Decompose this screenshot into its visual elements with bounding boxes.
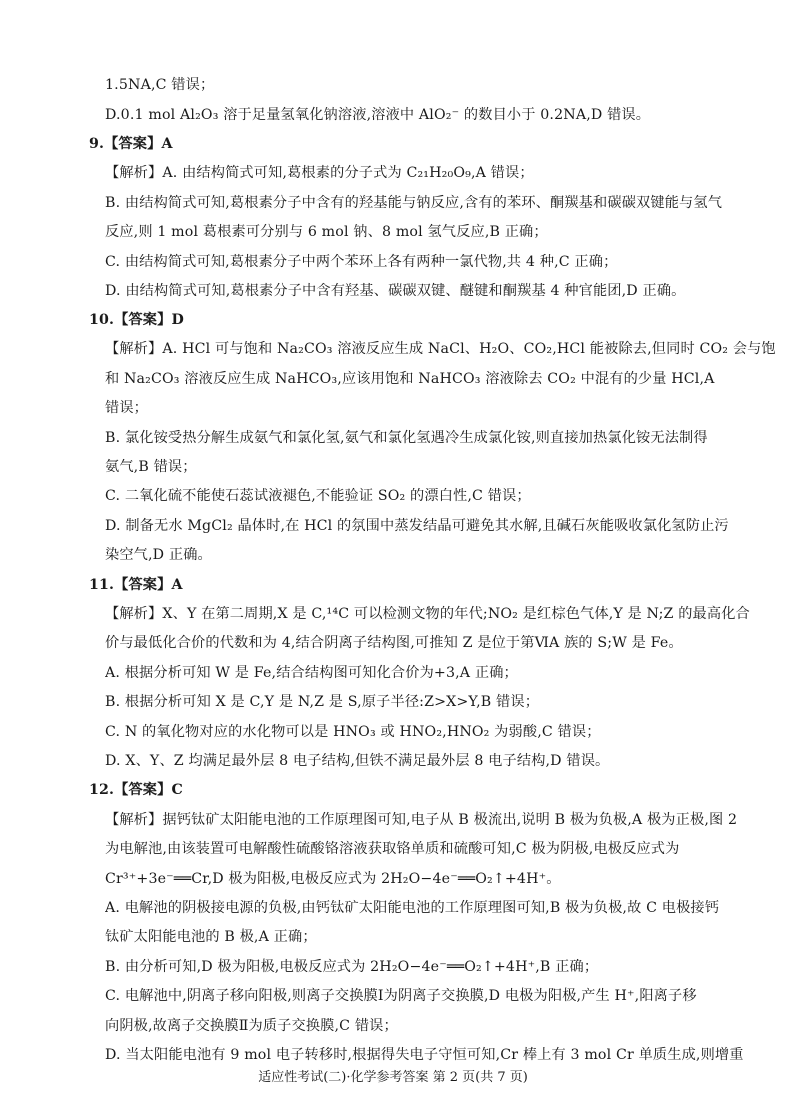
text-line: 【解析】A. HCl 可与饱和 Na₂CO₃ 溶液反应生成 NaCl、H₂O、CO₂,HCl 能被除去,但同时 CO₂ 会与饱 — [105, 341, 776, 357]
text-line: 钛矿太阳能电池的 B 极,A 正确； — [105, 929, 317, 945]
text-line: D. 由结构简式可知,葛根素分子中含有羟基、碳碳双键、醚键和酮羰基 4 种官能团,D 正确。 — [105, 283, 686, 299]
question-answer-heading: 10.【答案】D — [89, 312, 184, 328]
text-line: D. 制备无水 MgCl₂ 晶体时,在 HCl 的氛围中蒸发结晶可避免其水解,且碱石灰能吸收氯化氢防止污 — [105, 518, 729, 534]
text-line: 为电解池,由该装置可电解酸性硫酸铬溶液获取铬单质和硫酸可知,C 极为阴极,电极反应式为 — [105, 841, 680, 857]
text-line: C. 电解池中,阴离子移向阳极,则离子交换膜Ⅰ为阴离子交换膜,D 电极为阳极,产生 H⁺,阳离子移 — [105, 988, 697, 1004]
question-answer-heading: 11.【答案】A — [89, 577, 183, 593]
question-answer-heading: 12.【答案】C — [89, 782, 183, 798]
text-line: 【解析】X、Y 在第二周期,X 是 C,¹⁴C 可以检测文物的年代;NO₂ 是红棕色气体,Y 是 N;Z 的最高化合 — [105, 606, 750, 622]
text-line: B. 由结构简式可知,葛根素分子中含有的羟基能与钠反应,含有的苯环、酮羰基和碳碳双键能与氢气 — [105, 195, 723, 211]
text-line: 【解析】A. 由结构简式可知,葛根素的分子式为 C₂₁H₂₀O₉,A 错误； — [105, 165, 534, 181]
text-line: C. 由结构简式可知,葛根素分子中两个苯环上各有两种一氯代物,共 4 种,C 正确； — [105, 254, 618, 270]
text-line: D. X、Y、Z 均满足最外层 8 电子结构,但铁不满足最外层 8 电子结构,D 错误。 — [105, 753, 610, 769]
text-line: 和 Na₂CO₃ 溶液反应生成 NaHCO₃,应该用饱和 NaHCO₃ 溶液除去 CO₂ 中混有的少量 HCl,A — [105, 371, 715, 387]
text-line: 染空气,D 正确。 — [105, 547, 212, 563]
text-line: B. 氯化铵受热分解生成氨气和氯化氢,氨气和氯化氢遇冷生成氯化铵,则直接加热氯化铵无法制得 — [105, 430, 708, 446]
text-line: D.0.1 mol Al₂O₃ 溶于足量氢氧化钠溶液,溶液中 AlO₂⁻ 的数目小于 0.2NA,D 错误。 — [105, 107, 651, 123]
text-line: Cr³⁺+3e⁻══Cr,D 极为阳极,电极反应式为 2H₂O−4e⁻══O₂↑+4H⁺。 — [105, 871, 561, 887]
text-line: B. 由分析可知,D 极为阳极,电极反应式为 2H₂O−4e⁻══O₂↑+4H⁺,B 正确； — [105, 959, 599, 975]
text-line: A. 电解池的阴极接电源的负极,由钙钛矿太阳能电池的工作原理图可知,B 极为负极,故 C 电极接钙 — [105, 900, 720, 916]
text-line: 反应,则 1 mol 葛根素可分别与 6 mol 钠、8 mol 氢气反应,B 正确； — [105, 224, 548, 240]
text-line: C. 二氧化硫不能使石蕊试液褪色,不能验证 SO₂ 的漂白性,C 错误； — [105, 488, 531, 504]
text-line: 【解析】据钙钛矿太阳能电池的工作原理图可知,电子从 B 极流出,说明 B 极为负极,A 极为正极,图 2 — [105, 812, 738, 828]
text-line: C. N 的氧化物对应的水化物可以是 HNO₃ 或 HNO₂,HNO₂ 为弱酸,C 错误； — [105, 724, 601, 740]
question-answer-heading: 9.【答案】A — [89, 136, 173, 152]
text-line: B. 根据分析可知 X 是 C,Y 是 N,Z 是 S,原子半径:Z>X>Y,B 错误； — [105, 694, 540, 710]
text-line: D. 当太阳能电池有 9 mol 电子转移时,根据得失电子守恒可知,Cr 棒上有 3 mol Cr 单质生成,则增重 — [105, 1047, 744, 1063]
text-line: 错误； — [105, 400, 149, 416]
text-line: A. 根据分析可知 W 是 Fe,结合结构图可知化合价为+3,A 正确； — [105, 665, 518, 681]
text-line: 1.5NA,C 错误； — [105, 77, 215, 93]
text-line: 氨气,B 错误； — [105, 459, 197, 475]
page-footer: 适应性考试(二)·化学参考答案 第 2 页(共 7 页) — [258, 1070, 528, 1085]
text-line: 向阴极,故离子交换膜Ⅱ为质子交换膜,C 错误； — [105, 1018, 398, 1034]
text-line: 价与最低化合价的代数和为 4,结合阴离子结构图,可推知 Z 是位于第ⅥA 族的 S;W 是 Fe。 — [105, 635, 683, 651]
